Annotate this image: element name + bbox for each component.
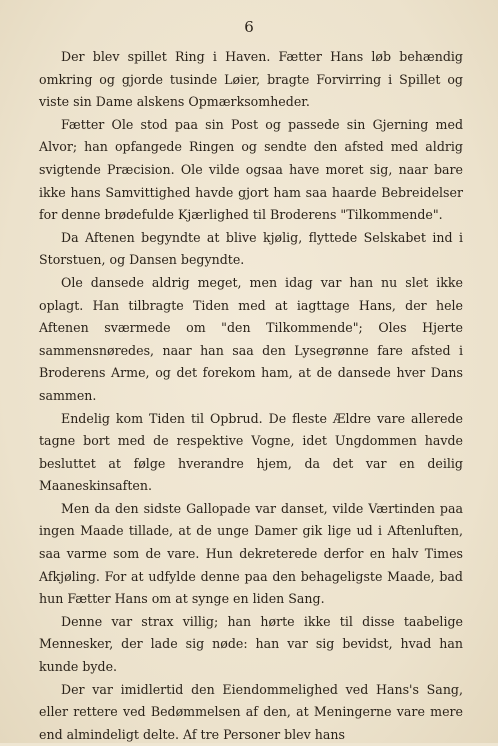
paragraph: Endelig kom Tiden til Opbrud. De fleste Ældre vare allerede tagne bort med de respektive Vogne, idet Ungdommen havde besluttet at følge hverandre hjem, da det var en deilig Maaneskinsaften. [39,410,463,494]
paragraph: Da Aftenen begyndte at blive kjølig, flyttede Selskabet ind i Storstuen, og Dansen begyndte. [39,229,463,268]
paragraph: Fætter Ole stod paa sin Post og passede sin Gjerning med Alvor; han opfangede Ringen og sendte den afsted med aldrig svigtende Præcision. Ole vilde ogsaa have moret sig, naar bare ikke hans Samvittighed havde gjort ham saa haarde Bebreidelser for denne brødefulde Kjærlighed til Broderens "Tilkommende". [39,116,463,223]
paragraph: Der var imidlertid den Eiendommelighed ved Hans's Sang, eller rettere ved Bedømmelsen af den, at Meningerne vare mere end almindeligt delte. Af tre Personer blev hans [39,681,463,742]
paragraph: Der blev spillet Ring i Haven. Fætter Hans løb behændig omkring og gjorde tusinde Løier, bragte Forvirring i Spillet og viste sin Dame alskens Opmærksomheder. [39,49,463,110]
page-number: 6 [244,18,254,36]
paragraph: Denne var strax villig; han hørte ikke til disse taabelige Mennesker, der lade sig nøde: han var sig bevidst, hvad han kunde byde. [39,613,463,675]
paragraph: Ole dansede aldrig meget, men idag var han nu slet ikke oplagt. Han tilbragte Tiden med at iagttage Hans, der hele Aftenen sværmede om "den Tilkommende"; Oles Hjerte sammensnøredes, naar han saa den Lysegrønne fare afsted i Broderens Arme, og det forekom ham, at de dansede hver Dans sammen. [39,274,463,403]
body-text [39,46,463,746]
paragraph: Men da den sidste Gallopade var danset, vilde Værtinden paa ingen Maade tillade, at de unge Damer gik lige ud i Aftenluften, saa varme som de vare. Hun dekreterede derfor en halv Times Afkjøling. For at udfylde denne paa den behageligste Maade, bad hun Fætter Hans om at synge en liden Sang. [39,500,463,607]
